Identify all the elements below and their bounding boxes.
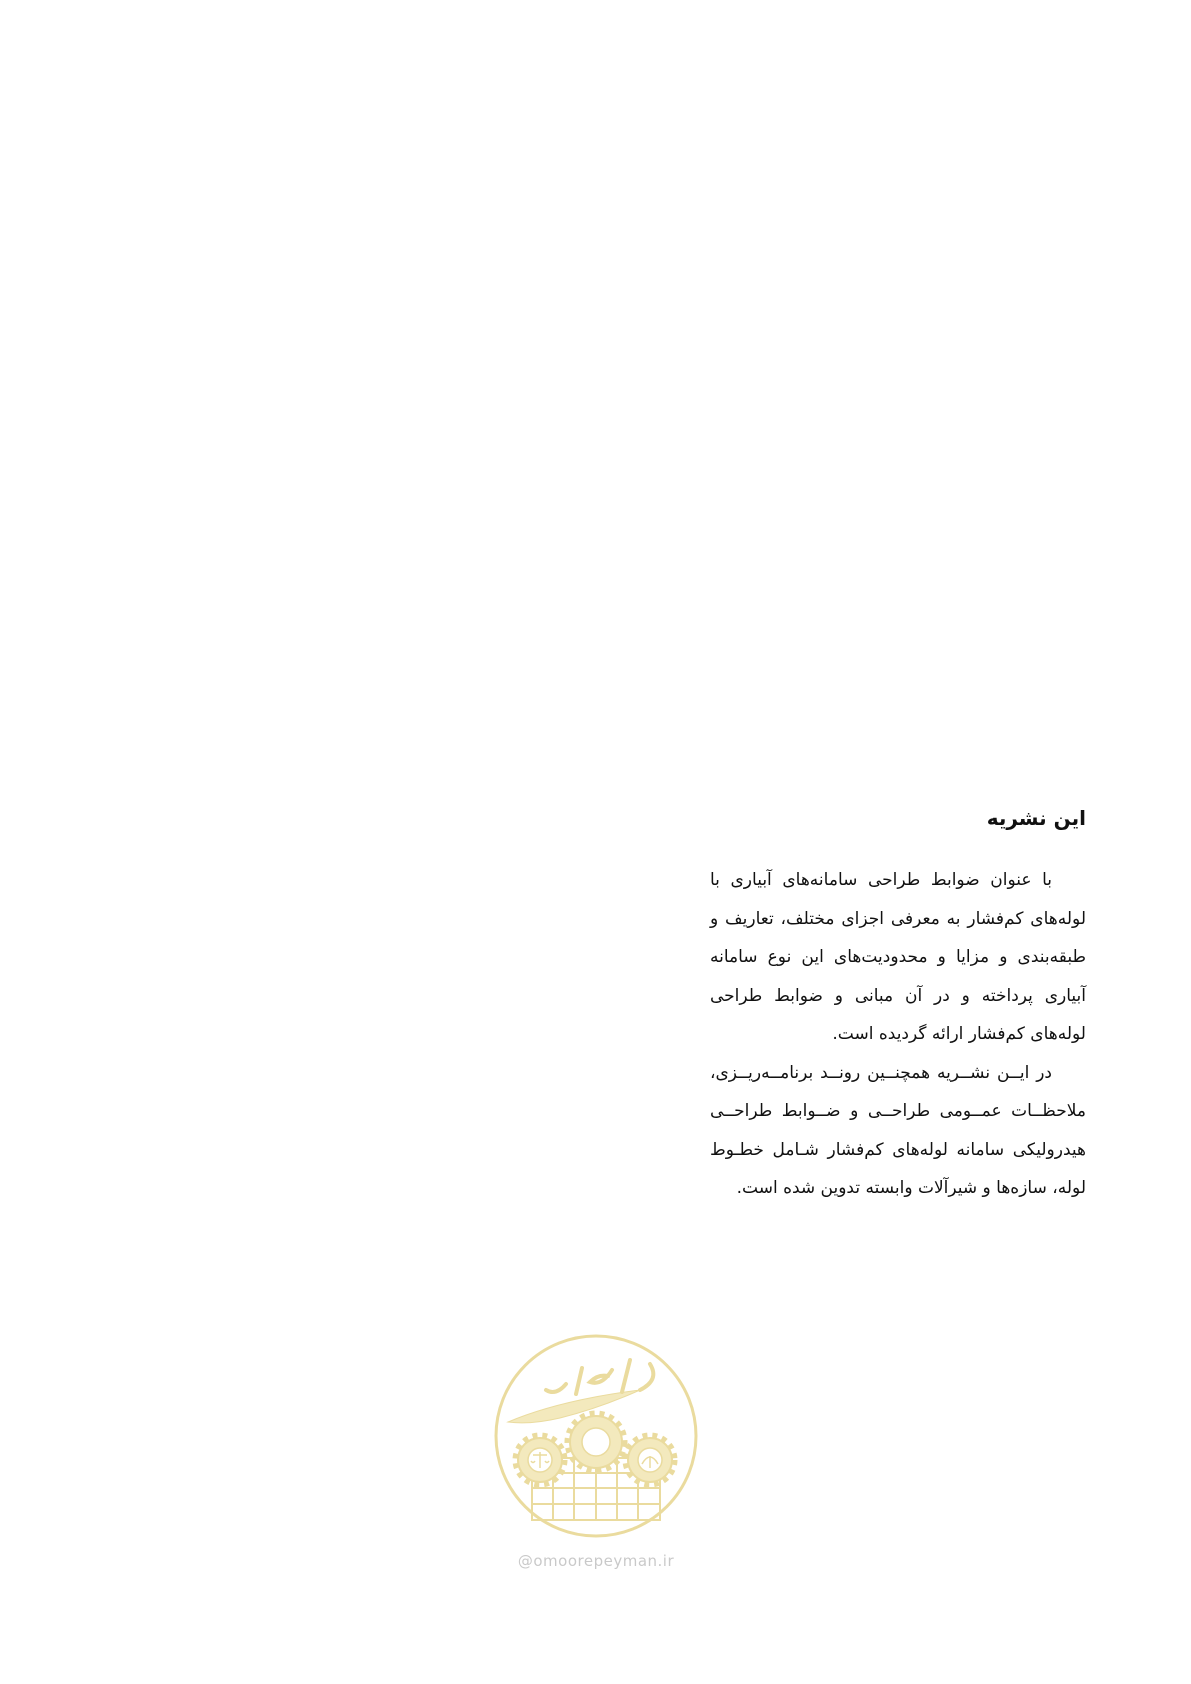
watermark-logo (490, 1330, 702, 1580)
publication-description (710, 805, 1086, 1208)
watermark-site-text: @omoorepeyman.ir (517, 1552, 675, 1570)
paragraph-scope: در ایــن نشــریه همچنــین رونــد برنامــه‌ریــزی، ملاحظــات عمــومی طراحــی و ضــوابط طراحــی هیدرولیکی سامانه لوله‌های کم‌فشار شـامل خطـوط لوله، سازه‌ها و شیرآلات وابسته تدوین شده است. (710, 1062, 1086, 1198)
paragraph-intro: با عنوان ضوابط طراحی سامانه‌های آبیاری با لوله‌های کم‌فشار به معرفی اجزای مختلف، تعاریف و طبقه‌بندی و مزایا و محدودیت‌های این نوع سامانه آبیاری پرداخته و در آن مبانی و ضوابط طراحی لوله‌های کم‌فشار ارائه گردیده است. (710, 870, 1086, 1044)
seal-icon (490, 1330, 702, 1542)
section-heading: این نشریه (986, 806, 1086, 830)
